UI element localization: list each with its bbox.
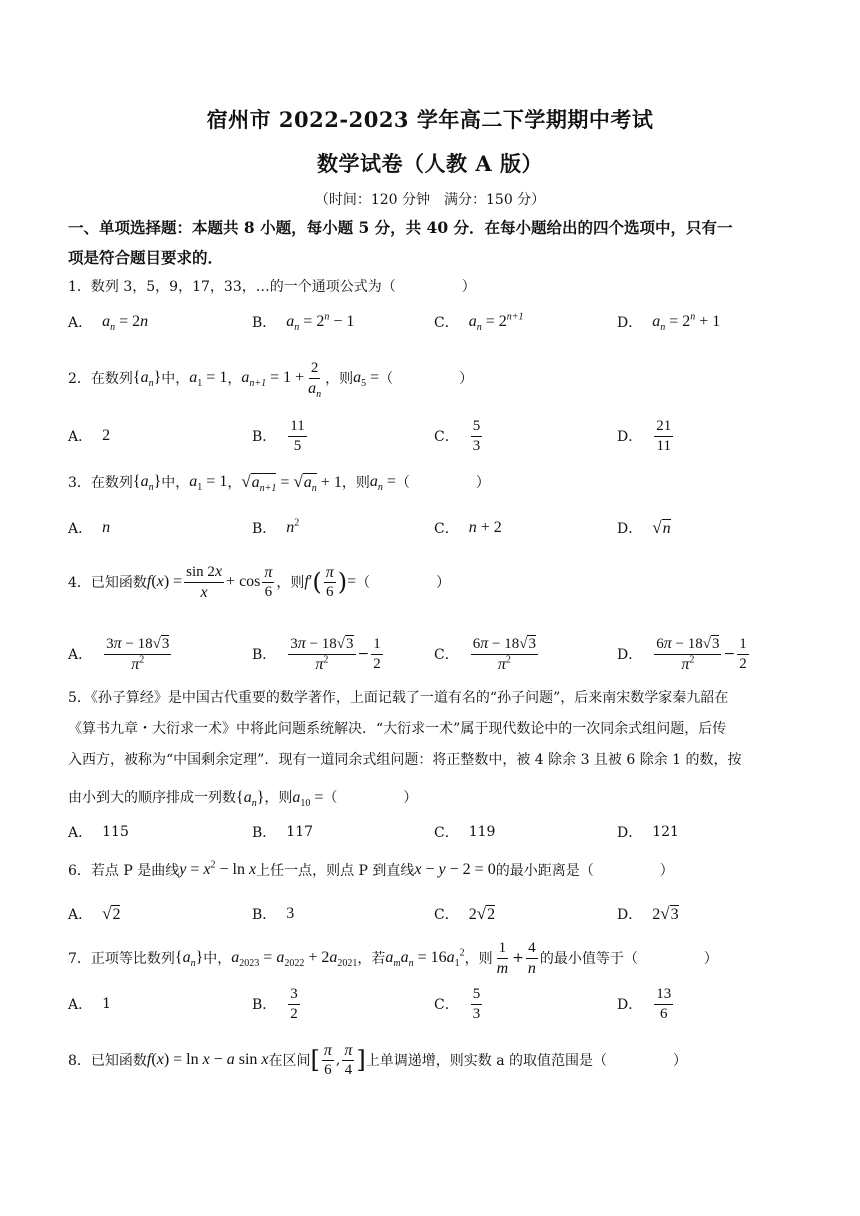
exam-info: （时间：120 分钟 满分：150 分） (314, 192, 546, 208)
option-a[interactable]: A． 115 (68, 824, 129, 841)
question-1 (68, 276, 792, 296)
option-c[interactable]: C． 2√2 (434, 904, 496, 923)
fraction: $\frac{2}{a_n}$ (308, 359, 322, 400)
formula: $\{a_n\}$ (132, 369, 162, 390)
question-6: 6． 若点 P 是曲线 $y = x^2 - \ln x$ 上任一点，则点 P 到直线 x − y − 2 = 0 的最小距离是（ ） (68, 859, 674, 879)
formula: $a_n = 2^n - 1$ (286, 311, 355, 334)
option-b[interactable]: B． 3 (252, 905, 295, 923)
section-heading (68, 213, 792, 273)
section-heading-line2: 项是符合题目要求的． (68, 248, 224, 267)
option-c[interactable]: C． 119 (434, 824, 496, 841)
question-2: 2． 在数列 $\{a_n\}$ 中， $a_1 = 1$ ， $a_{n+1} = 1$ + $\frac{2}{a_n}$ ，则 $a_5$ = （ ） (68, 359, 474, 400)
formula: $a_n = 2^n + 1$ (652, 311, 721, 334)
question-5-options (68, 812, 792, 852)
question-2-options (68, 416, 792, 456)
option-a[interactable]: A． 1 (68, 996, 112, 1013)
formula: f(x) = (146, 573, 183, 590)
question-7-options (68, 984, 792, 1024)
formula: $a_{n+1} = 1$ + (241, 369, 305, 390)
formula: f(x) = ln x − a sin x (146, 1051, 269, 1068)
formula: $a_n = 2^{n+1}$ (468, 311, 524, 334)
question-5: 5．《孙子算经》是中国古代重要的数学著作，上面记载了一道有名的“孙子问题”，后来南宋数学家秦九韶在 《算书九章・大衍求一术》中将此问题系统解决．“大衍求一术”属于现代数论中的一次同余式组问题，后传 入西方，被称为“中国剩余定理”．现有一道同余式组问题：将正整数中，被 4 除余 3 且被 6 除余 1 的数，按 由小到大的顺序排成一列数$\{a_n\}$，则$a_{10}$ =（ ） (68, 690, 742, 810)
option-d[interactable]: D． $\frac{21}{11}$ (617, 417, 672, 454)
question-4: 4． 已知函数 f(x) = $\frac{\sin 2x}{x}$ + cos $\frac{\pi}{6}$ ，则 f′ ( $\frac{\pi}{6}$ ) = （ ） (68, 563, 451, 601)
option-c[interactable]: C． n + 2 (434, 519, 502, 537)
option-b[interactable]: B． $n^2$ (252, 517, 300, 537)
formula: f′ (304, 573, 313, 590)
option-d[interactable]: D． $\frac{6\pi - 18√3}{\pi^2}$ − $\frac{1}{2}$ (617, 635, 747, 673)
option-c[interactable]: C． $\frac{6\pi - 18√3}{\pi^2}$ (434, 635, 536, 673)
formula: $\{a_n\}$ (174, 949, 204, 970)
formula: $a_ma_n = 16a_1^2$ (385, 947, 465, 970)
formula: $a_1 = 1$ (189, 473, 228, 494)
option-d[interactable]: D． √n (617, 518, 671, 537)
formula: $\{a_n\}$ (132, 473, 162, 494)
option-b[interactable]: B． $\frac{11}{5}$ (252, 417, 305, 454)
option-c[interactable]: C． $\frac{5}{3}$ (434, 985, 481, 1022)
option-a[interactable]: A． 2 (68, 427, 111, 445)
formula: $a_{2023} = a_{2022} + 2a_{2021}$ (231, 949, 358, 970)
question-4-options (68, 634, 792, 674)
option-a[interactable]: A． √2 (68, 904, 121, 923)
formula: $√a_{n+1} = √a_n + 1$ (241, 472, 342, 495)
question-number: 4． (68, 575, 91, 591)
question-number: 5． (68, 690, 91, 706)
option-b[interactable]: B． $\frac{3\pi - 18√3}{\pi^2}$ − $\frac{1}{2}$ (252, 635, 381, 673)
formula: x − y − 2 = 0 (414, 861, 496, 878)
option-c[interactable]: C． $a_n = 2^{n+1}$ (434, 311, 524, 334)
option-d[interactable]: D． $\frac{13}{6}$ (617, 985, 672, 1022)
question-7: 7． 正项等比数列 $\{a_n\}$ 中， $a_{2023} = a_{2022} + 2a_{2021}$ ，若 $a_ma_n = 16a_1^2$ ，则 $\frac{1}{m}$ + $\frac{4}{n}$ 的最小值等于（ ） (68, 939, 718, 977)
option-b[interactable]: B． $a_n = 2^n - 1$ (252, 311, 355, 334)
question-6-options (68, 894, 792, 934)
question-8: 8． 已知函数 f(x) = ln x − a sin x 在区间 [ $\frac{\pi}{6}$ , $\frac{\pi}{4}$ ] 上单调递增，则实数 a 的取值范围是（ ） (68, 1041, 688, 1078)
question-number: 1． (68, 279, 91, 295)
option-a[interactable]: A． n (68, 519, 111, 537)
formula: $a_5$ = (353, 369, 380, 390)
exam-title: 宿州市 2022-2023 学年高二下学期期中考试 (206, 107, 654, 132)
option-d[interactable]: D． $a_n = 2^n + 1$ (617, 311, 721, 334)
question-1-options (68, 302, 792, 342)
question-number: 2． (68, 371, 91, 387)
question-3: 3． 在数列 $\{a_n\}$ 中， $a_1 = 1$ ， $√a_{n+1} = √a_n + 1$ ，则 $a_n$ = （ ） (68, 472, 490, 495)
question-3-options (68, 508, 792, 548)
formula: $\{a_n\}$ (236, 789, 265, 810)
fraction: $\frac{\sin 2x}{x}$ (186, 563, 223, 601)
question-number: 7． (68, 951, 91, 967)
question-number: 6． (68, 863, 91, 879)
close-paren: ） (461, 279, 476, 295)
section-heading-line1: 一、单项选择题：本题共 8 小题，每小题 5 分，共 40 分．在每小题给出的四个选项中，只有一 (68, 218, 733, 237)
exam-subtitle: 数学试卷（人教 A 版） (317, 151, 543, 176)
option-b[interactable]: B． 117 (252, 824, 314, 841)
option-c[interactable]: C． $\frac{5}{3}$ (434, 417, 481, 454)
option-a[interactable]: A． $a_n = 2n$ (68, 313, 149, 334)
formula: $a_n = 2n$ (102, 313, 149, 334)
question-text: 数列 3，5，9，17，33，…的一个通项公式为（ (90, 279, 396, 295)
formula: $a_1 = 1$ (189, 369, 228, 390)
question-number: 8． (68, 1053, 91, 1069)
formula: $a_{10}$ = (292, 789, 324, 810)
option-d[interactable]: D． 2√3 (617, 904, 679, 923)
option-b[interactable]: B． $\frac{3}{2}$ (252, 985, 298, 1022)
question-number: 3． (68, 475, 91, 491)
formula: $y = x^2 - \ln x$ (179, 859, 257, 878)
option-a[interactable]: A． $\frac{3\pi - 18√3}{\pi^2}$ (68, 635, 170, 673)
option-d[interactable]: D． 121 (617, 824, 679, 841)
formula: $a_n$ = (369, 473, 396, 494)
